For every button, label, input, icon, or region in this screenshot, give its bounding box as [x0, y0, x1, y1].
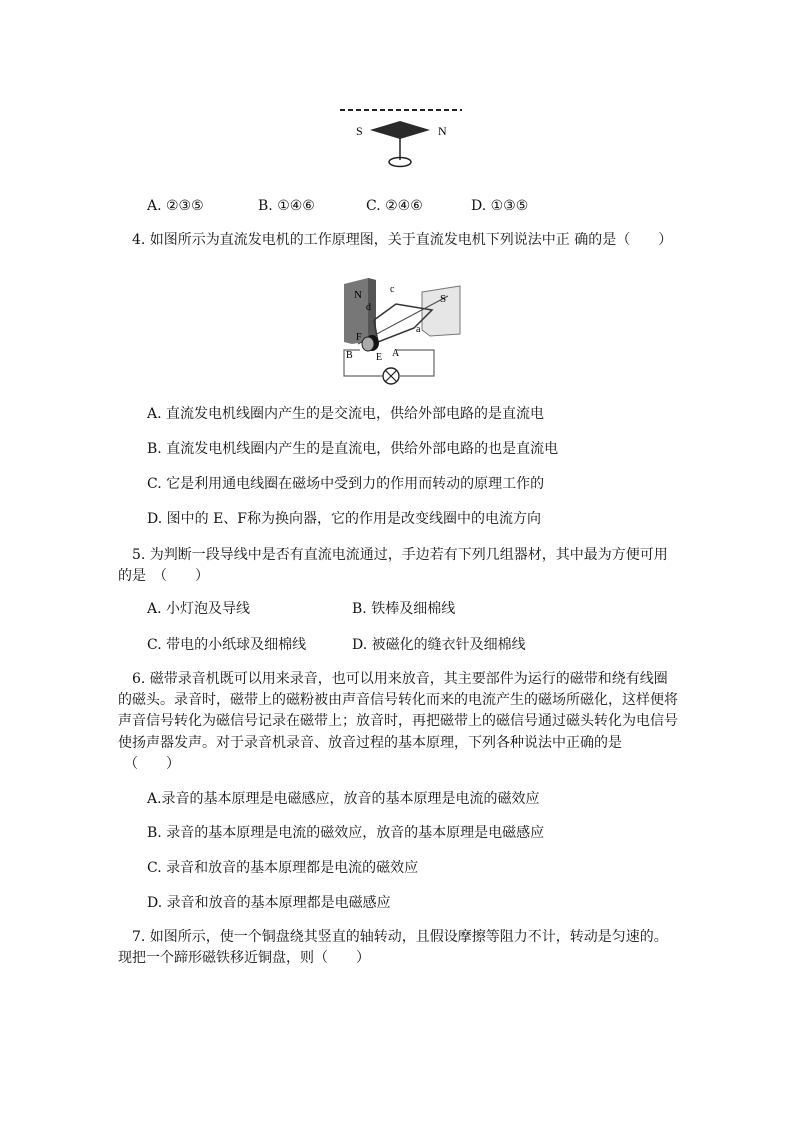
q4-option-b: B. 直流发电机线圈内产生的是直流电，供给外部电路的也是直流电: [147, 441, 559, 457]
q6-stem-line2: 的磁头。录音时，磁带上的磁粉被由声音信号转化而来的电流产生的磁场所磁化，这样便将: [118, 692, 678, 708]
pole-label-s: S: [356, 124, 363, 138]
q5-option-a: A. 小灯泡及导线: [147, 601, 251, 617]
q6-stem-line1: 6. 磁带录音机既可以用来录音，也可以用来放音，其主要部件为运行的磁带和绕有线圈: [132, 671, 668, 687]
q5-option-d: D. 被磁化的缝衣针及细棉线: [352, 637, 526, 653]
label-n: N: [354, 289, 362, 301]
commutator-ring: [362, 337, 374, 351]
q5-stem-line2: 的是 （ ）: [118, 568, 209, 584]
q6-stem-line5: （ ）: [124, 756, 180, 772]
dc-generator-figure: [338, 270, 466, 386]
q5-option-b: B. 铁棒及细棉线: [352, 601, 456, 617]
q6-option-b: B. 录音的基本原理是电流的磁效应，放音的基本原理是电磁感应: [147, 825, 545, 841]
label-c: c: [390, 284, 395, 295]
q4-option-d: D. 图中的 E、F称为换向器，它的作用是改变线圈中的电流方向: [147, 511, 542, 527]
q6-stem-line4: 使扬声器发声。对于录音机录音、放音过程的基本原理，下列各种说法中正确的是: [118, 735, 622, 751]
label-a: a: [416, 324, 421, 335]
pole-label-n: N: [438, 124, 447, 138]
circuit-wire-right: [396, 350, 434, 376]
q4-option-c: C. 它是利用通电线圈在磁场中受到力的作用而转动的原理工作的: [147, 476, 545, 492]
q6-option-a: A.录音的基本原理是电磁感应，放音的基本原理是电流的磁效应: [147, 791, 540, 807]
label-f: F: [356, 332, 362, 343]
q7-stem-line1: 7. 如图所示，使一个铜盘绕其竖直的轴转动，且假设摩擦等阻力不计，转动是匀速的。: [132, 929, 668, 945]
q3-option-d: D. ①③⑤: [471, 198, 529, 214]
q4-stem: 4. 如图所示为直流发电机的工作原理图，关于直流发电机下列说法中正 确的是（ ）: [132, 232, 673, 248]
compass-needle-figure: [330, 100, 470, 175]
label-s: S: [440, 293, 447, 305]
q5-stem-line1: 5. 为判断一段导线中是否有直流电流通过，手边若有下列几组器材，其中最为方便可用: [132, 547, 668, 563]
q6-stem-line3: 声音信号转化为磁信号记录在磁带上；放音时，再把磁带上的磁信号通过磁头转化为电信号: [118, 713, 678, 729]
q6-option-d: D. 录音和放音的基本原理都是电磁感应: [147, 895, 391, 911]
needle-shape: [370, 121, 430, 139]
q3-option-c: C. ②④⑥: [366, 198, 423, 214]
q4-option-a: A. 直流发电机线圈内产生的是交流电，供给外部电路的是直流电: [147, 406, 545, 422]
label-e: E: [376, 352, 383, 363]
label-a-brush: A: [392, 348, 400, 359]
label-b: B: [346, 350, 353, 361]
q3-option-a: A. ②③⑤: [147, 198, 204, 214]
q5-option-c: C. 带电的小纸球及细棉线: [147, 637, 307, 653]
label-d: d: [366, 302, 371, 313]
q3-option-b: B. ①④⑥: [258, 198, 315, 214]
q7-stem-line2: 现把一个蹄形磁铁移近铜盘，则（ ）: [118, 950, 370, 966]
q6-option-c: C. 录音和放音的基本原理都是电流的磁效应: [147, 860, 419, 876]
